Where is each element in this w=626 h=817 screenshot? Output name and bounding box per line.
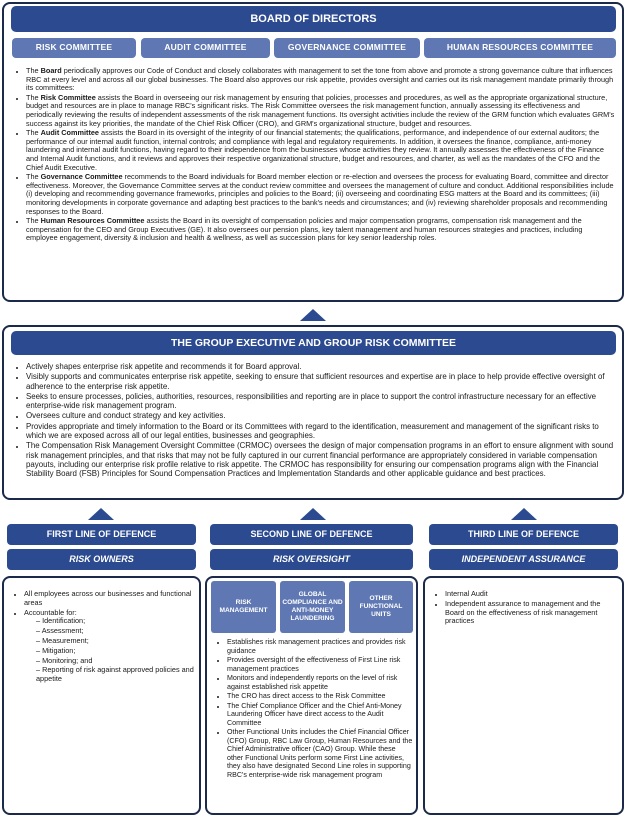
group-exec-bullet: • Provides appropriate and timely information to the Board or its Committees with regard to the identification, measurement and management of the significant risks to which we are exposed across all of our legal entities, businesses and geographies. (26, 422, 616, 441)
group-exec-bullet: • Visibly supports and communicates enterprise risk appetite, seeking to ensure that sufficient resources and expertise are in place to help provide effective oversight of adherence to the enterprise risk appetite. (26, 372, 616, 391)
third-line-title: THIRD LINE OF DEFENCE (429, 524, 618, 545)
group-exec-title: THE GROUP EXECUTIVE AND GROUP RISK COMMITTEE (11, 331, 616, 355)
board-bullet: • The Audit Committee assists the Board in its oversight of the integrity of our financial statements; the qualifications, performance, and independence of our external auditors; the performance of our internal audit function, internal controls; and compliance with legal and regulatory requirements. In addition, it oversees the finance, compliance, anti-money laundering and internal audit functions, having regard to their independence from the businesses whose activities they review. It annually assesses the effectiveness of the Finance and Internal Audit functions, and it reviews and approves their respective organizational structure, budget and resources, and charter, as well as the mandates of the CFO and the Chief Audit Executive. (26, 129, 616, 172)
board-bullet: • The Board periodically approves our Code of Conduct and closely collaborates with management to set the tone from above and promote a strong governance culture that influences RBC at every level and across all our global businesses. The Board also approves our risk appetite, provides oversight and carries out its risk management mandate primarily through its committees: (26, 67, 616, 93)
first-line-subtitle: RISK OWNERS (7, 549, 196, 570)
third-line-subtitle: INDEPENDENT ASSURANCE (429, 549, 618, 570)
first-line-subitem: – Mitigation; (36, 647, 194, 656)
second-line-bullet: • Provides oversight of the effectiveness of First Line risk management practices (227, 656, 413, 673)
board-bullets (12, 67, 616, 244)
up-arrow-first-line (88, 508, 114, 520)
first-line-bullets (10, 590, 194, 685)
first-line-bullet: • Accountable for: – Identification; – Assessment; – Measurement; – Mitigation; – Monitoring; and – Reporting of risk against approved policies and appetite (24, 609, 194, 684)
committee-human-resources: HUMAN RESOURCES COMMITTEE (424, 38, 616, 58)
board-bullet: • The Human Resources Committee assists the Board in its oversight of compensation policies and major compensation programs, compensation risk management and the compensation for the CEO and Group Executives (GE). It also oversees our pension plans, key talent management and human resources strategies and practices, including employee engagement, diversity & inclusion and health & wellness, as well as succession plans for key senior leadership roles. (26, 217, 616, 243)
group-exec-bullet: • Actively shapes enterprise risk appetite and recommends it for Board approval. (26, 362, 616, 371)
second-line-bullet: • Monitors and independently reports on the level of risk against established risk appetite (227, 674, 413, 691)
board-title: BOARD OF DIRECTORS (11, 6, 616, 32)
second-line-bullet: • Other Functional Units includes the Chief Financial Officer (CFO) Group, RBC Law Group, Human Resources and the Chief Administrative officer (CAO) Group. While these other Functional Units perform some First Line activities, they also have designated Second Line roles in supporting RBC's enterprise-wide risk management program (227, 728, 413, 779)
second-line-box-risk-management: RISK MANAGEMENT (211, 581, 276, 633)
third-line-bullet: • Independent assurance to management and the Board on the effectiveness of risk management practices (445, 600, 617, 626)
board-bullet: • The Risk Committee assists the Board in overseeing our risk management by ensuring that policies, processes and procedures, as well as the appropriate organizational structure, budget and resources are in place to manage RBC's significant risks. The Risk Committee oversees the risk management function, annually assessing its effectiveness and periodically reviewing the results of independent assessments of the risk management functions. Its oversight activities include the review of the GRM function which evaluates GRM's success against its key priorities, the mandate of the Chief Risk Officer (CRO), and GRM's organizational structure, budget and resources. (26, 94, 616, 128)
second-line-box-other-units: OTHER FUNCTIONAL UNITS (349, 581, 413, 633)
third-line-bullets (431, 590, 617, 627)
group-exec-bullet: • The Compensation Risk Management Oversight Committee (CRMOC) oversees the design of major compensation programs in an effort to ensure alignment with sound risk management principles, and that risks that may not be fully captured in our current financial performance are appropriately considered in variable compensation payouts, including our enterprise risk profile relative to risk appetite. The CRMOC has responsibility for ensuring our compensation programs align with the Financial Stability Board (FSB) Principles for Sound Compensation Practices and Implementation Standards and other applicable guidance and best practices. (26, 441, 616, 478)
first-line-subitems (24, 617, 194, 684)
first-line-subitem: – Assessment; (36, 627, 194, 636)
committee-governance: GOVERNANCE COMMITTEE (274, 38, 420, 58)
first-line-subitem: – Reporting of risk against approved policies and appetite (36, 666, 194, 684)
up-arrow-second-line (300, 508, 326, 520)
second-line-bullets (213, 638, 413, 780)
group-exec-bullet: • Oversees culture and conduct strategy and key activities. (26, 411, 616, 420)
first-line-subitem: – Identification; (36, 617, 194, 626)
committee-risk: RISK COMMITTEE (12, 38, 136, 58)
second-line-title: SECOND LINE OF DEFENCE (210, 524, 413, 545)
committee-audit: AUDIT COMMITTEE (141, 38, 270, 58)
first-line-bullet: • All employees across our businesses and functional areas (24, 590, 194, 608)
second-line-box-compliance: GLOBAL COMPLIANCE AND ANTI-MONEY LAUNDERING (280, 581, 345, 633)
second-line-subtitle: RISK OVERSIGHT (210, 549, 413, 570)
first-line-subitem: – Monitoring; and (36, 657, 194, 666)
up-arrow-board (300, 309, 326, 321)
third-line-bullet: • Internal Audit (445, 590, 617, 599)
second-line-bullet: • The CRO has direct access to the Risk Committee (227, 692, 413, 701)
group-exec-bullet: • Seeks to ensure processes, policies, authorities, resources, responsibilities and reporting are in place to support the control infrastructure necessary for an effective enterprise-wide risk management program. (26, 392, 616, 411)
group-exec-bullets (12, 362, 616, 480)
first-line-title: FIRST LINE OF DEFENCE (7, 524, 196, 545)
second-line-bullet: • Establishes risk management practices and provides risk guidance (227, 638, 413, 655)
board-bullet: • The Governance Committee recommends to the Board individuals for Board member election or re-election and oversees the process for evaluating Board, committee and director effectiveness. Moreover, the Governance Committee serves at the conduct review committee and oversees the management of culture and conduct. Additional responsibilities include (i) developing and recommending governance frameworks, principles and policies to the Board; (ii) overseeing and coordinating ESG matters at the Board and its committees; (iii) monitoring developments in corporate governance and adapting best practices to the bank's needs and circumstances; and (iv) reviewing shareholder proposals and recommending responses to the Board. (26, 173, 616, 216)
first-line-subitem: – Measurement; (36, 637, 194, 646)
second-line-bullet: • The Chief Compliance Officer and the Chief Anti-Money Laundering Officer have direct access to the Audit Committee (227, 702, 413, 728)
up-arrow-third-line (511, 508, 537, 520)
